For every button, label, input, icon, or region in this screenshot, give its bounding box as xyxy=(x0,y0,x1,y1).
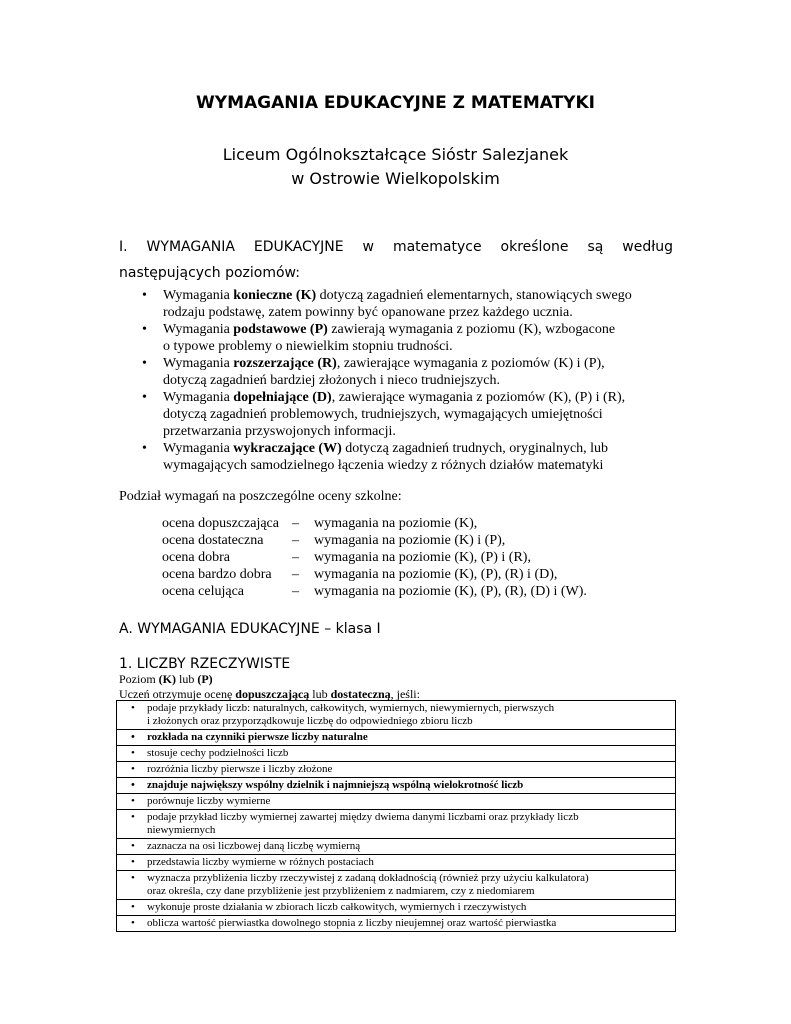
section-1-heading-line-2: następujących poziomów: xyxy=(119,265,300,281)
heading-word: w xyxy=(362,239,374,255)
level-item xyxy=(142,321,682,355)
grade-name: ocena dobra xyxy=(162,550,231,565)
level-line-text: Poziom xyxy=(119,672,159,686)
bullet-icon: • xyxy=(131,747,135,759)
grade-name: ocena bardzo dobra xyxy=(162,567,272,582)
bullet-icon: • xyxy=(142,322,147,337)
grade-row xyxy=(162,583,587,600)
requirement-row xyxy=(117,762,676,778)
condition-text: Uczeń otrzymuje ocenę xyxy=(119,687,236,701)
level-text: Wymagania xyxy=(163,322,234,337)
section-1-heading xyxy=(119,234,673,286)
dash: – xyxy=(292,584,299,599)
requirement-text: zaznacza na osi liczbowej daną liczbę wymierną xyxy=(147,840,361,852)
bullet-icon: • xyxy=(131,731,135,743)
topic-heading: 1. LICZBY RZECZYWISTE xyxy=(119,656,291,672)
bullet-icon: • xyxy=(131,702,135,714)
requirement-cell xyxy=(117,730,676,746)
level-line-text: lub xyxy=(176,672,198,686)
grade-name: ocena celująca xyxy=(162,584,244,599)
level-k: (K) xyxy=(158,672,176,686)
dash: – xyxy=(292,567,299,582)
dash: – xyxy=(292,550,299,565)
bullet-icon: • xyxy=(131,901,135,913)
level-text-cont: rodzaju podstawę, zatem powinny być opanowane przez każdego ucznia. xyxy=(163,305,573,320)
requirement-row xyxy=(117,900,676,916)
requirement-text: znajduje największy wspólny dzielnik i najmniejszą wspólną wielokrotność liczb xyxy=(147,779,524,791)
requirement-text: przedstawia liczby wymierne w różnych postaciach xyxy=(147,856,374,868)
requirement-text: porównuje liczby wymierne xyxy=(147,795,271,807)
requirement-cell xyxy=(117,900,676,916)
level-name: dopełniające (D) xyxy=(233,390,332,405)
requirement-row xyxy=(117,794,676,810)
grade-dostateczna: dostateczną xyxy=(330,687,391,701)
bullet-icon: • xyxy=(131,872,135,884)
requirement-text: podaje przykłady liczb: naturalnych, całkowitych, wymiernych, niewymiernych, pierwszych xyxy=(147,702,555,714)
requirement-row xyxy=(117,701,676,730)
level-text-cont: przetwarzania przyswojonych informacji. xyxy=(163,424,396,439)
requirement-text: podaje przykład liczby wymiernej zawartej między dwiema danymi liczbami oraz przykłady liczb xyxy=(147,811,579,823)
level-text-cont: dotyczą zagadnień problemowych, trudniejszych, wymagających umiejętności xyxy=(163,407,603,422)
level-name: rozszerzające (R) xyxy=(233,356,337,371)
level-text: , zawierające wymagania z poziomów (K), (P) i (R), xyxy=(331,390,626,405)
grade-name: ocena dostateczna xyxy=(162,533,264,548)
requirement-cell xyxy=(117,871,676,900)
level-text-cont: o typowe problemy o niewielkim stopniu trudności. xyxy=(163,339,453,354)
grade-row xyxy=(162,566,587,583)
requirement-text: niewymiernych xyxy=(147,824,216,836)
requirement-text: oblicza wartość pierwiastka dowolnego stopnia z liczby nieujemnej oraz wartość pierwiastka xyxy=(147,917,557,929)
school-name-line-2: w Ostrowie Wielkopolskim xyxy=(291,169,500,188)
heading-word: są xyxy=(587,239,604,255)
heading-word: EDUKACYJNE xyxy=(253,239,344,255)
grade-requirement: wymagania na poziomie (K), xyxy=(314,516,478,531)
requirements-table xyxy=(116,700,676,932)
condition-text: lub xyxy=(309,687,331,701)
level-item xyxy=(142,355,682,389)
level-text-cont: wymagających samodzielnego łączenia wiedzy z różnych działów matematyki xyxy=(163,458,604,473)
bullet-icon: • xyxy=(142,390,147,405)
requirement-cell xyxy=(117,839,676,855)
level-item xyxy=(142,389,682,440)
level-p: (P) xyxy=(197,672,213,686)
grade-requirement: wymagania na poziomie (K), (P), (R) i (D), xyxy=(314,567,558,582)
requirement-cell xyxy=(117,778,676,794)
level-text: zawierają wymagania z poziomu (K), wzbogacone xyxy=(327,322,616,337)
requirement-text: wyznacza przybliżenia liczby rzeczywistej z zadaną dokładnością (również przy użyciu kalkulatora) xyxy=(147,872,589,884)
level-text: dotyczą zagadnień elementarnych, stanowiących swego xyxy=(316,288,632,303)
grades-table xyxy=(162,515,587,600)
requirement-cell xyxy=(117,855,676,871)
bullet-icon: • xyxy=(131,840,135,852)
grade-requirement: wymagania na poziomie (K), (P) i (R), xyxy=(314,550,531,565)
requirement-row xyxy=(117,730,676,746)
grade-row xyxy=(162,549,587,566)
requirement-text: rozróżnia liczby pierwsze i liczby złożone xyxy=(147,763,333,775)
section-a-heading: A. WYMAGANIA EDUKACYJNE – klasa I xyxy=(119,621,381,637)
bullet-icon: • xyxy=(131,917,135,929)
requirement-cell xyxy=(117,701,676,730)
document-title: WYMAGANIA EDUKACYJNE Z MATEMATYKI xyxy=(196,93,595,113)
requirement-row xyxy=(117,778,676,794)
requirement-text: wykonuje proste działania w zbiorach liczb całkowitych, wymiernych i rzeczywistych xyxy=(147,901,527,913)
heading-word: WYMAGANIA xyxy=(146,239,235,255)
requirement-row xyxy=(117,839,676,855)
condition-text: , jeśli: xyxy=(390,687,420,701)
heading-word: I. xyxy=(119,239,128,255)
school-name-line-1: Liceum Ogólnokształcące Sióstr Salezjanek xyxy=(222,145,569,164)
school-name xyxy=(0,143,791,191)
requirement-row xyxy=(117,810,676,839)
heading-word: według xyxy=(622,239,673,255)
bullet-icon: • xyxy=(131,856,135,868)
grade-name: ocena dopuszczająca xyxy=(162,516,279,531)
bullet-icon: • xyxy=(131,811,135,823)
bullet-icon: • xyxy=(131,779,135,791)
requirement-cell xyxy=(117,746,676,762)
bullet-icon: • xyxy=(142,441,147,456)
requirement-row xyxy=(117,871,676,900)
heading-word: określone xyxy=(500,239,569,255)
level-text: Wymagania xyxy=(163,390,234,405)
requirement-text: oraz określa, czy dane przybliżenie jest przybliżeniem z nadmiarem, czy z niedomiarem xyxy=(147,885,535,897)
bullet-icon: • xyxy=(142,288,147,303)
requirement-text: i złożonych oraz przyporządkowuje liczbę do odpowiedniego zbioru liczb xyxy=(147,715,473,727)
requirement-levels-list xyxy=(142,287,682,474)
requirement-row xyxy=(117,746,676,762)
bullet-icon: • xyxy=(131,795,135,807)
requirement-row xyxy=(117,916,676,932)
level-text-cont: dotyczą zagadnień bardziej złożonych i nieco trudniejszych. xyxy=(163,373,501,388)
grade-requirement: wymagania na poziomie (K), (P), (R), (D) i (W). xyxy=(314,584,587,599)
level-name: podstawowe (P) xyxy=(233,322,328,337)
dash: – xyxy=(292,516,299,531)
level-item xyxy=(142,287,682,321)
level-text: , zawierające wymagania z poziomów (K) i (P), xyxy=(336,356,605,371)
level-text: Wymagania xyxy=(163,441,234,456)
grade-row xyxy=(162,532,587,549)
bullet-icon: • xyxy=(142,356,147,371)
level-item xyxy=(142,440,682,474)
requirement-row xyxy=(117,855,676,871)
grade-dopuszczajaca: dopuszczającą xyxy=(235,687,310,701)
section-1-heading-line-1 xyxy=(119,234,673,260)
requirement-cell xyxy=(117,916,676,932)
grades-intro: Podział wymagań na poszczególne oceny szkolne: xyxy=(119,489,402,504)
requirement-cell xyxy=(117,762,676,778)
level-name: wykraczające (W) xyxy=(233,441,342,456)
dash: – xyxy=(292,533,299,548)
level-line xyxy=(119,672,213,687)
requirement-cell xyxy=(117,810,676,839)
requirement-cell xyxy=(117,794,676,810)
level-name: konieczne (K) xyxy=(233,288,317,303)
requirements-table-body xyxy=(117,701,676,932)
level-text: Wymagania xyxy=(163,356,234,371)
level-text: dotyczą zagadnień trudnych, oryginalnych, lub xyxy=(341,441,609,456)
grade-row xyxy=(162,515,587,532)
grade-requirement: wymagania na poziomie (K) i (P), xyxy=(314,533,506,548)
requirement-text: rozkłada na czynniki pierwsze liczby naturalne xyxy=(147,731,368,743)
bullet-icon: • xyxy=(131,763,135,775)
level-text: Wymagania xyxy=(163,288,234,303)
heading-word: matematyce xyxy=(392,239,482,255)
requirement-text: stosuje cechy podzielności liczb xyxy=(147,747,289,759)
